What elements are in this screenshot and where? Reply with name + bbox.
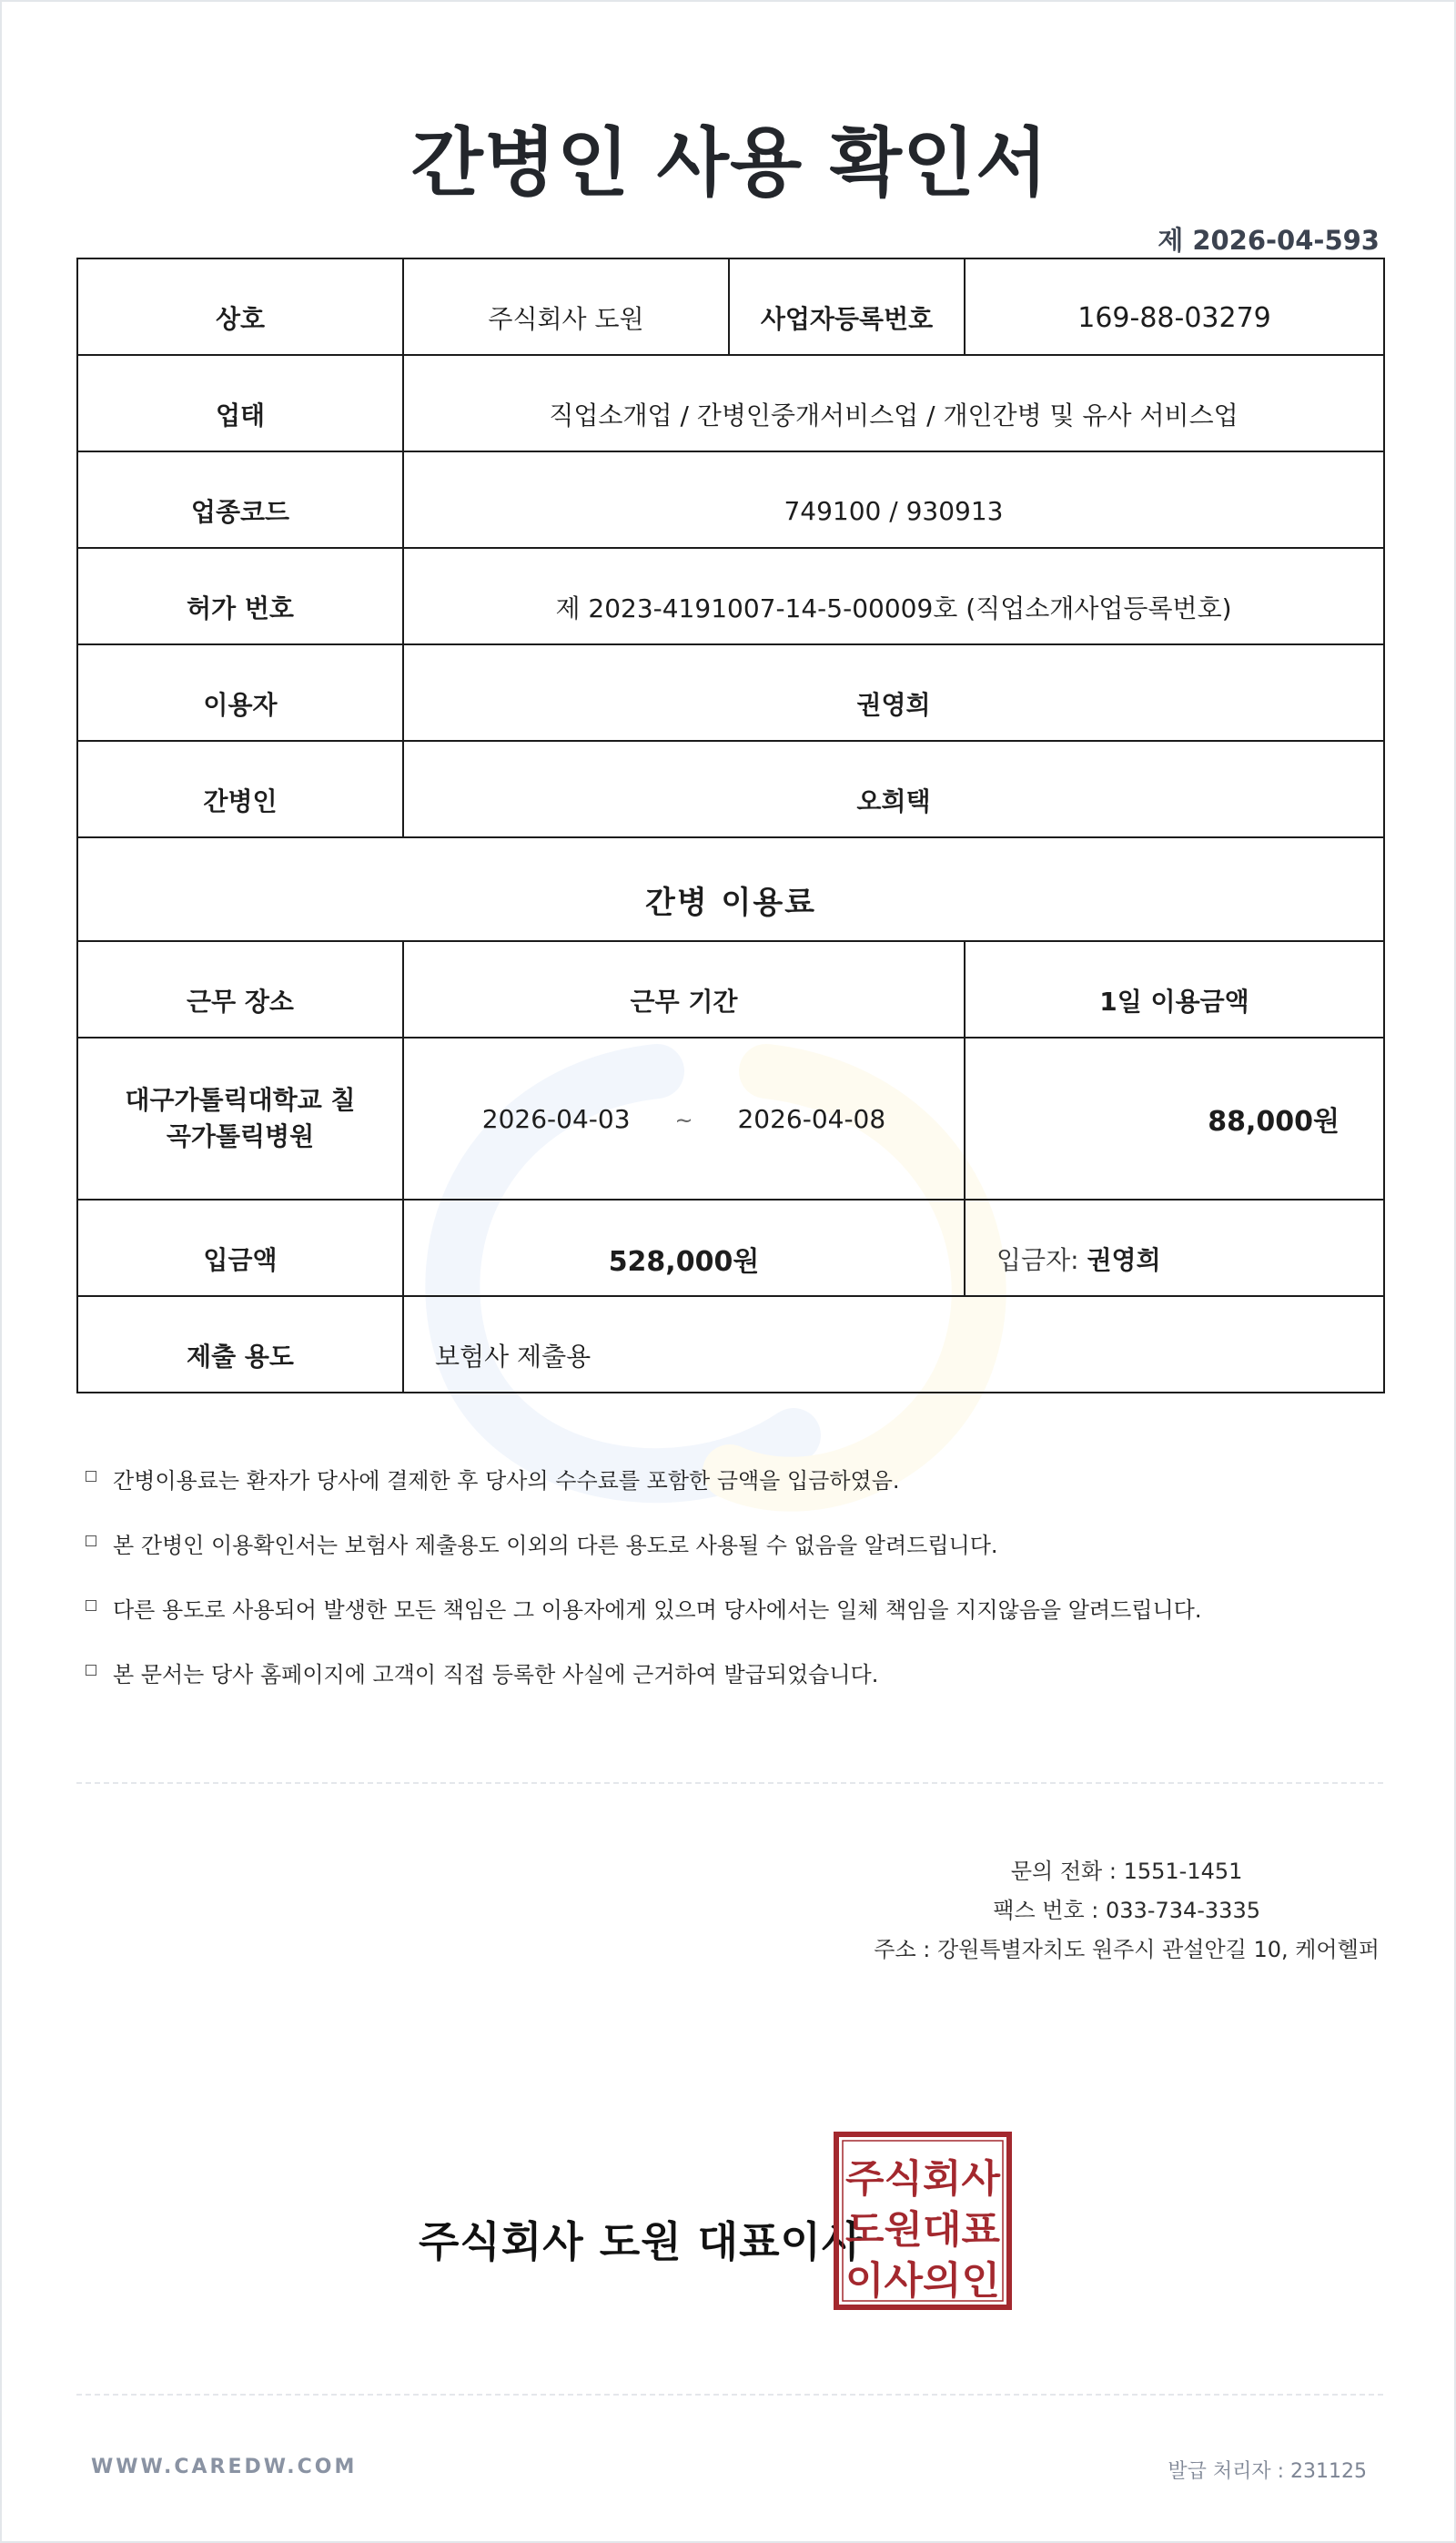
- footer-issuer: 발급 처리자 : 231125: [1168, 2460, 1367, 2483]
- square-bullet-icon: [86, 1665, 96, 1676]
- divider-top: [76, 1782, 1383, 1784]
- caregiver-value: 오희택: [403, 741, 1384, 837]
- period-start-date: 2026-04-03: [481, 1103, 631, 1134]
- footer-website: WWW.CAREDW.COM: [91, 2456, 358, 2478]
- company-seal-icon: [834, 2132, 1012, 2310]
- depositor-name: 권영희: [1087, 1245, 1161, 1275]
- note-item: [86, 1592, 1387, 1656]
- purpose-value: 보험사 제출용: [403, 1296, 1384, 1393]
- row-fee-section: [77, 837, 1384, 941]
- contact-address: 주소 : 강원특별자치도 원주시 관설안길 10, 케어헬퍼: [874, 1937, 1380, 1962]
- signature-text: 주식회사 도원 대표이사: [419, 2217, 864, 2266]
- depositor-label: 입금자:: [996, 1245, 1079, 1275]
- license-number-value: 제 2023-4191007-14-5-00009호 (직업소개사업등록번호): [403, 548, 1384, 644]
- note-text: 다른 용도로 사용되어 발생한 모든 책임은 그 이용자에게 있으며 당사에서는 일체 책임을 지지않음을 알려드립니다.: [113, 1597, 1202, 1623]
- row-code: [77, 451, 1384, 548]
- seal-line-1: 주식회사: [845, 2156, 1002, 2201]
- caregiver-label: 간병인: [77, 741, 403, 837]
- user-value: 권영희: [403, 644, 1384, 741]
- signature-block: [2, 2132, 1456, 2310]
- period-end-date: 2026-04-08: [737, 1103, 886, 1134]
- row-license: [77, 548, 1384, 644]
- work-place-value: [77, 1038, 403, 1200]
- row-business: [77, 355, 1384, 451]
- note-text: 본 문서는 당사 홈페이지에 고객이 직접 등록한 사실에 근거하여 발급되었습니다.: [113, 1662, 879, 1687]
- contact-fax: 팩스 번호 : 033-734-3335: [993, 1898, 1260, 1923]
- notes-list: [86, 1463, 1387, 1721]
- square-bullet-icon: [86, 1600, 96, 1611]
- industry-code-label: 업종코드: [77, 451, 403, 548]
- row-fee-values: [77, 1038, 1384, 1200]
- square-bullet-icon: [86, 1535, 96, 1546]
- note-item: [86, 1463, 1387, 1527]
- deposit-amount: 528,000원: [403, 1200, 965, 1296]
- daily-amount-header: 1일 이용금액: [965, 941, 1384, 1038]
- work-period-value: [403, 1038, 965, 1200]
- note-item: [86, 1527, 1387, 1592]
- company-name-value: 주식회사 도원: [403, 258, 729, 355]
- row-fee-header: [77, 941, 1384, 1038]
- seal-line-2: 도원대표: [845, 2207, 1001, 2252]
- row-company: [77, 258, 1384, 355]
- info-table: [76, 258, 1385, 1393]
- work-period-header: 근무 기간: [403, 941, 965, 1038]
- note-text: 간병이용료는 환자가 당사에 결제한 후 당사의 수수료를 포함한 금액을 입금하였음.: [113, 1468, 900, 1494]
- business-type-label: 업태: [77, 355, 403, 451]
- reg-number-value: 169-88-03279: [965, 258, 1384, 355]
- license-number-label: 허가 번호: [77, 548, 403, 644]
- business-type-value: 직업소개업 / 간병인중개서비스업 / 개인간병 및 유사 서비스업: [403, 355, 1384, 451]
- divider-bottom: [76, 2394, 1383, 2396]
- seal-line-3: 이사의인: [845, 2258, 1000, 2303]
- period-separator: ~: [674, 1107, 693, 1133]
- depositor-cell: [965, 1200, 1384, 1296]
- document-title: 간병인 사용 확인서: [410, 120, 1049, 207]
- user-label: 이용자: [77, 644, 403, 741]
- deposit-label: 입금액: [77, 1200, 403, 1296]
- contact-info: [874, 1852, 1380, 1970]
- row-caregiver: [77, 741, 1384, 837]
- note-text: 본 간병인 이용확인서는 보험사 제출용도 이외의 다른 용도로 사용될 수 없음을 알려드립니다.: [113, 1533, 998, 1558]
- note-item: [86, 1656, 1387, 1721]
- fee-section-title: 간병 이용료: [77, 837, 1384, 941]
- reg-number-label: 사업자등록번호: [729, 258, 965, 355]
- company-name-label: 상호: [77, 258, 403, 355]
- document-number: 제 2026-04-593: [1158, 225, 1380, 256]
- row-purpose: [77, 1296, 1384, 1393]
- industry-code-value: 749100 / 930913: [403, 451, 1384, 548]
- contact-phone: 문의 전화 : 1551-1451: [1010, 1859, 1243, 1884]
- row-deposit: [77, 1200, 1384, 1296]
- daily-amount-value: 88,000원: [965, 1038, 1384, 1200]
- work-place-line-1: 대구가톨릭대학교 칠: [125, 1085, 356, 1115]
- row-user: [77, 644, 1384, 741]
- work-place-header: 근무 장소: [77, 941, 403, 1038]
- square-bullet-icon: [86, 1471, 96, 1482]
- work-place-line-2: 곡가톨릭병원: [166, 1121, 315, 1151]
- purpose-label: 제출 용도: [77, 1296, 403, 1393]
